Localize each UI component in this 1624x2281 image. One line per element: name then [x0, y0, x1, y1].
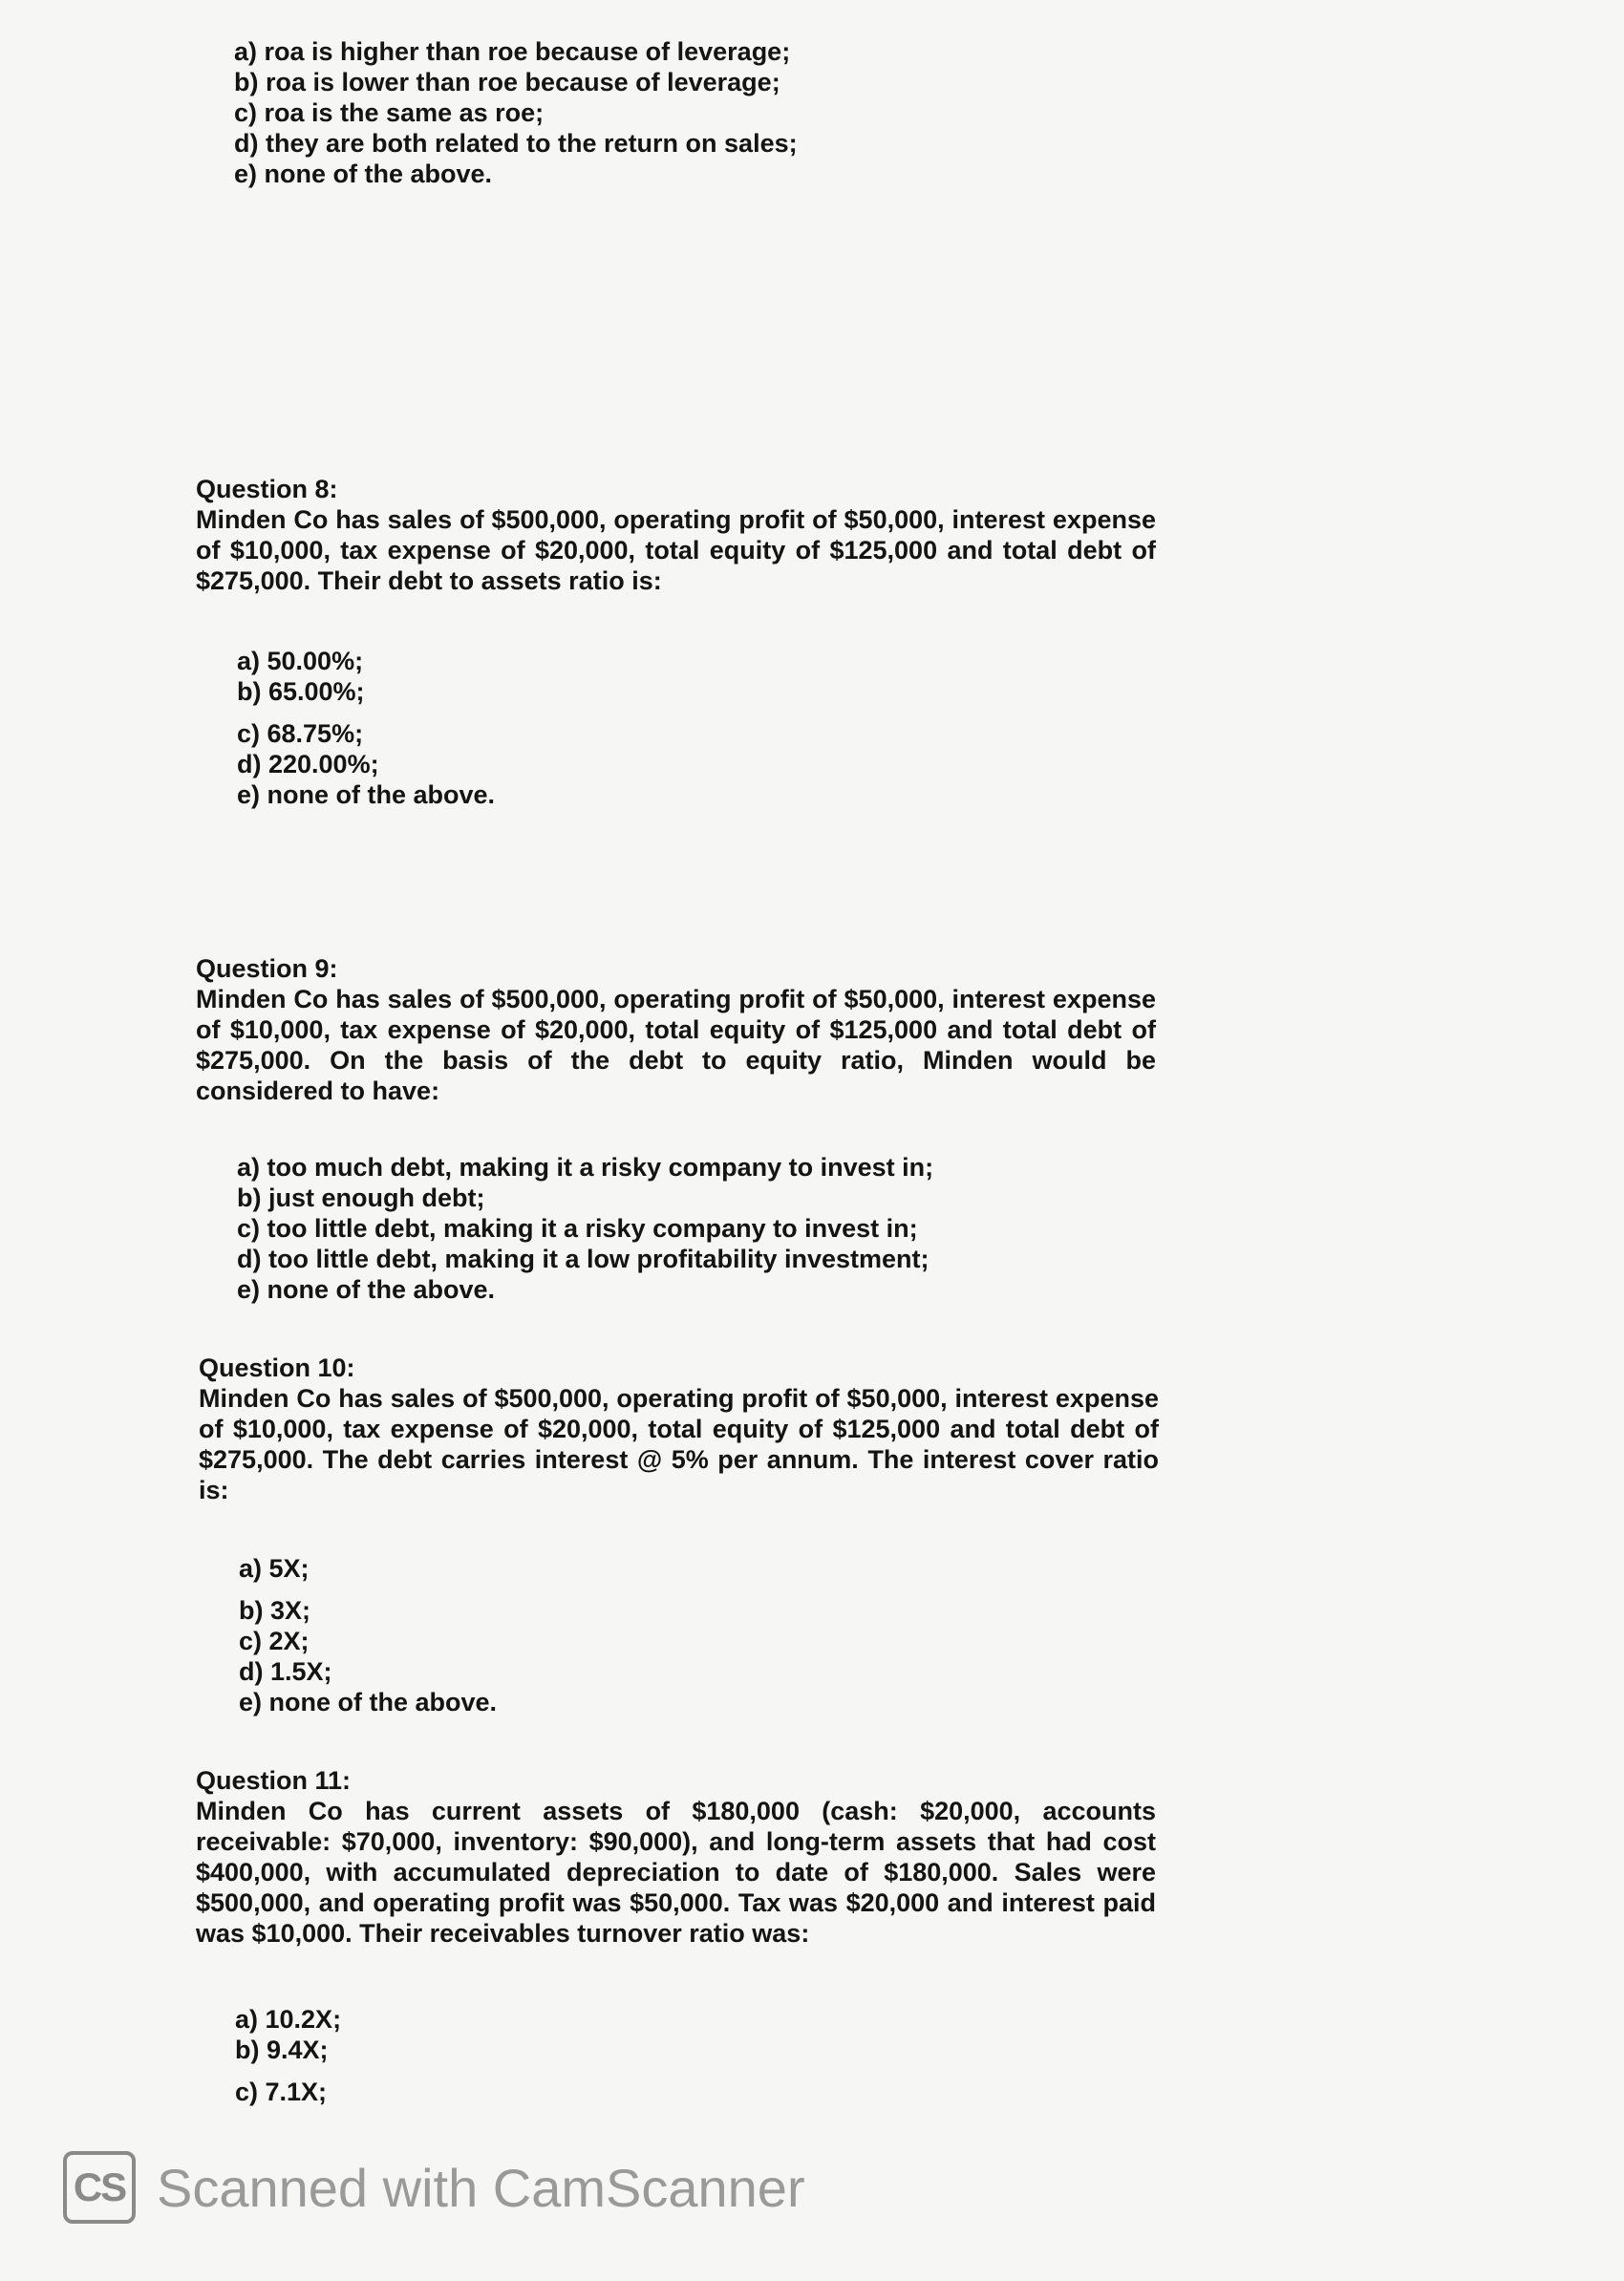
option-b: b) roa is lower than roe because of leverage;	[234, 68, 780, 96]
option-b: b) 3X;	[239, 1596, 311, 1625]
option-c: c) too little debt, making it a risky company to invest in;	[237, 1214, 918, 1243]
question-text: Minden Co has current assets of $180,000 (cash: $20,000, accounts receivable: $70,000, inventory: $90,000), and long-term assets that had cost $400,000, with accumulated depreciation to date of $180,000. Sales were $500,000, and operating profit was $50,000. Tax was $20,000 and interest paid was $10,000. Their receivables turnover ratio was:	[196, 1797, 1156, 1948]
option-a: a) roa is higher than roe because of leverage;	[234, 37, 791, 66]
question-title: Question 9:	[196, 954, 338, 983]
question-7-options	[234, 36, 798, 189]
camscanner-logo-icon: CS	[63, 2151, 136, 2224]
question-8-options	[237, 646, 495, 810]
option-e: e) none of the above.	[237, 780, 496, 809]
option-e: e) none of the above.	[239, 1688, 498, 1716]
option-b: b) 65.00%;	[237, 677, 365, 706]
option-c: c) 68.75%;	[237, 719, 364, 748]
watermark-text: Scanned with CamScanner	[157, 2157, 805, 2218]
question-10	[199, 1353, 1159, 1505]
question-11-options	[235, 2004, 341, 2107]
option-d: d) 220.00%;	[237, 750, 379, 778]
camscanner-watermark	[63, 2149, 805, 2226]
option-d: d) they are both related to the return on sales;	[234, 129, 798, 158]
question-9-options	[237, 1152, 933, 1305]
question-text: Minden Co has sales of $500,000, operating profit of $50,000, interest expense of $10,000, tax expense of $20,000, total equity of $125,000 and total debt of $275,000. On the basis of the debt to equity ratio, Minden would be considered to have:	[196, 985, 1156, 1105]
question-title: Question 8:	[196, 475, 338, 503]
option-a: a) too much debt, making it a risky company to invest in;	[237, 1153, 934, 1182]
option-a: a) 50.00%;	[237, 647, 364, 675]
question-11	[196, 1765, 1156, 1949]
option-d: d) too little debt, making it a low profitability investment;	[237, 1245, 930, 1273]
option-a: a) 5X;	[239, 1554, 310, 1583]
question-text: Minden Co has sales of $500,000, operating profit of $50,000, interest expense of $10,000, tax expense of $20,000, total equity of $125,000 and total debt of $275,000. The debt carries interest @ 5% per annum. The interest cover ratio is:	[199, 1384, 1159, 1504]
option-a: a) 10.2X;	[235, 2005, 342, 2034]
option-c: c) roa is the same as roe;	[234, 98, 545, 127]
option-d: d) 1.5X;	[239, 1657, 332, 1686]
question-10-options	[239, 1553, 497, 1717]
option-c: c) 2X;	[239, 1627, 310, 1655]
option-b: b) 9.4X;	[235, 2036, 329, 2064]
option-e: e) none of the above.	[237, 1275, 496, 1304]
question-9	[196, 953, 1156, 1106]
option-b: b) just enough debt;	[237, 1183, 485, 1212]
option-e: e) none of the above.	[234, 160, 493, 188]
option-c: c) 7.1X;	[235, 2078, 328, 2106]
question-title: Question 10:	[199, 1354, 355, 1382]
question-8	[196, 474, 1156, 596]
question-text: Minden Co has sales of $500,000, operating profit of $50,000, interest expense of $10,000, tax expense of $20,000, total equity of $125,000 and total debt of $275,000. Their debt to assets ratio is:	[196, 505, 1156, 595]
question-title: Question 11:	[196, 1766, 352, 1795]
